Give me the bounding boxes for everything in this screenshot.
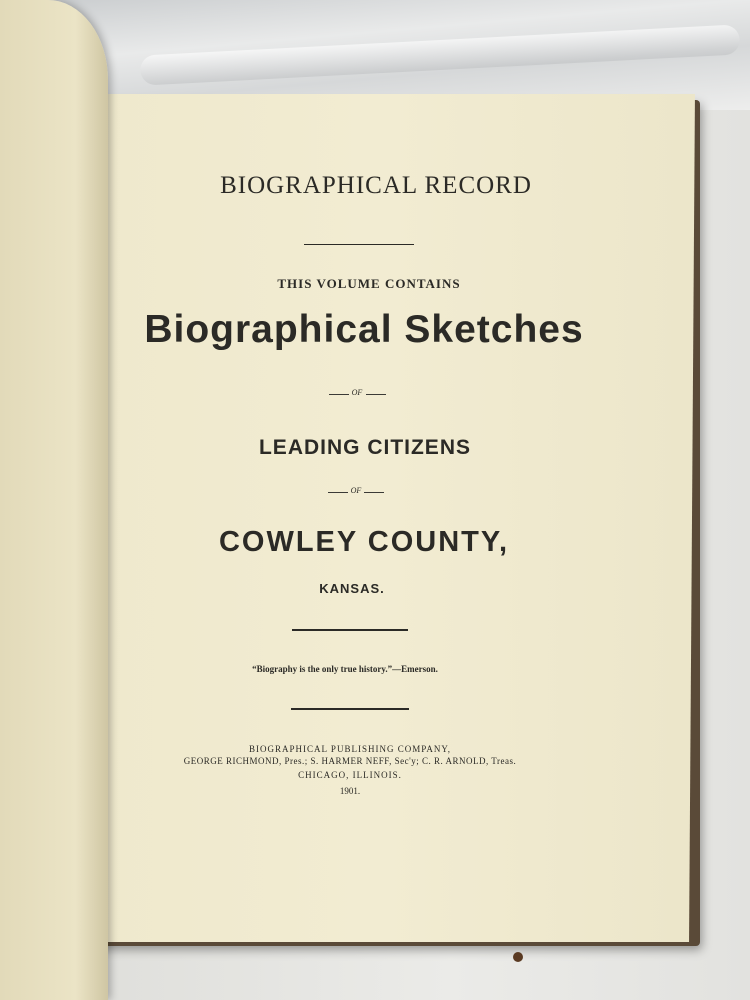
- main-title: Biographical Sketches: [144, 308, 584, 351]
- publisher-name: BIOGRAPHICAL PUBLISHING COMPANY,: [249, 744, 451, 754]
- publisher-city: CHICAGO, ILLINOIS.: [298, 770, 402, 780]
- left-page: [0, 0, 108, 1000]
- volume-contains-label: THIS VOLUME CONTAINS: [277, 276, 461, 291]
- cloth-fold: [140, 24, 741, 85]
- of-rule-right-1: [366, 394, 386, 395]
- publication-year: 1901.: [339, 786, 361, 796]
- publisher-officers: GEORGE RICHMOND, Pres.; S. HARMER NEFF, Sec'y; C. R. ARNOLD, Treas.: [183, 756, 517, 766]
- divider-rule-3: [291, 708, 409, 710]
- state-heading: KANSAS.: [319, 581, 385, 596]
- leading-citizens-heading: LEADING CITIZENS: [258, 436, 471, 459]
- divider-rule-2: [292, 629, 408, 631]
- county-heading: COWLEY COUNTY,: [218, 526, 510, 558]
- title-page-content: [62, 94, 692, 942]
- table-smudge: [513, 952, 523, 962]
- of-label-2: OF: [350, 486, 362, 495]
- of-label-1: OF: [351, 388, 363, 397]
- record-title: BIOGRAPHICAL RECORD: [220, 172, 532, 199]
- divider-rule-1: [304, 244, 414, 245]
- of-rule-right-2: [364, 492, 384, 493]
- emerson-quote: “Biography is the only true history.”—Emerson.: [252, 664, 438, 674]
